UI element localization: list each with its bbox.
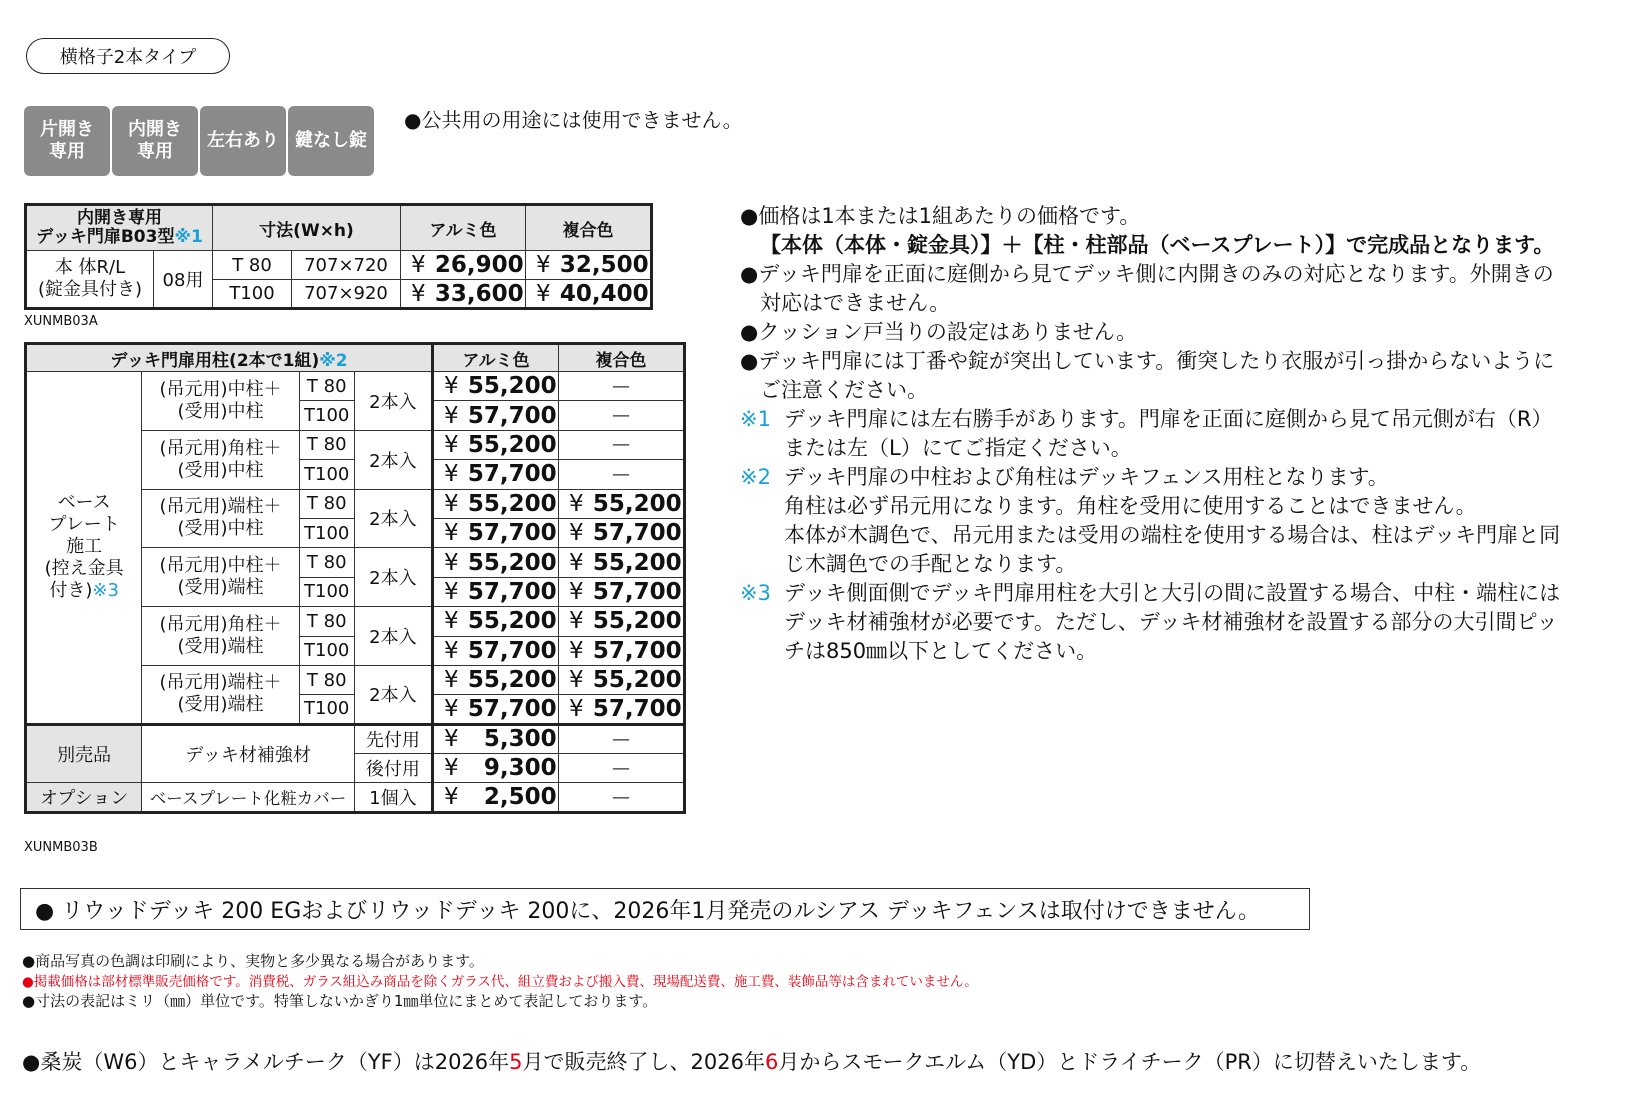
dash-cell: — [559, 754, 685, 783]
post-combination-line1: (吊元用)中柱＋ [159, 555, 282, 577]
body-price-table [24, 203, 653, 310]
note-2-cont: 角柱は必ず吊元用になります。角柱を受用に使用することはできません。 [784, 494, 1477, 518]
price-cell [433, 607, 559, 636]
post-combination-line1: (吊元用)角柱＋ [159, 614, 282, 636]
base-plate-label-line: ベース [57, 492, 111, 514]
yen-symbol: ¥ [411, 252, 426, 278]
model-cell: 08用 [154, 251, 213, 309]
note-mark-3: ※3 [92, 580, 119, 602]
yen-symbol: ¥ [444, 431, 459, 458]
price-value: 26,900 [434, 252, 524, 278]
dash-cell: — [559, 724, 685, 753]
post-combination [142, 489, 299, 548]
price-cell [433, 372, 559, 401]
note-1 [740, 405, 1620, 434]
quantity-cell: 2本入 [354, 430, 432, 489]
thickness-cell: T 80 [299, 430, 354, 459]
post-combination-line1: (吊元用)中柱＋ [159, 378, 282, 400]
dash-cell: — [559, 430, 685, 459]
separate-item: デッキ材補強材 [142, 724, 355, 783]
yen-symbol: ¥ [444, 755, 459, 782]
dash-cell: — [559, 783, 685, 812]
quantity-cell: 2本入 [354, 489, 432, 548]
notes-block [740, 202, 1620, 666]
mount-type: 後付用 [354, 754, 432, 783]
base-plate-label-line: 施工 [66, 536, 103, 558]
note-text: デッキ側面側でデッキ門扉用柱を大引と大引の間に設置する場合、中柱・端柱には [784, 581, 1561, 605]
post-combination-line2: (受用)端柱 [177, 636, 264, 658]
price-value: 57,700 [467, 695, 557, 722]
option-item: ベースプレート化粧カバー [142, 783, 355, 812]
note-inward-only-cont: 対応はできません。 [760, 291, 951, 315]
base-plate-label-text: 付き) [49, 580, 93, 602]
price-cell [526, 280, 652, 309]
price-cell [433, 754, 559, 783]
thickness-cell: T100 [299, 518, 354, 547]
dash-cell: — [559, 372, 685, 401]
yen-symbol: ¥ [536, 280, 551, 307]
price-cell [401, 251, 526, 280]
quantity-cell: 2本入 [354, 548, 432, 607]
yen-symbol: ¥ [569, 490, 584, 517]
yen-symbol: ¥ [569, 578, 584, 605]
note-mark-1: ※1 [174, 227, 203, 247]
note-mark-2: ※2 [319, 350, 348, 371]
price-value: 55,200 [467, 667, 557, 694]
color-change-text: ●桑炭（W6）とキャラメルチーク（YF）は2026年 [22, 1050, 510, 1074]
thickness-cell: T 80 [299, 665, 354, 694]
price-value: 55,200 [592, 490, 682, 517]
base-plate-label [26, 372, 142, 725]
note-mark: ※3 [740, 581, 771, 605]
price-value: 57,700 [467, 637, 557, 664]
price-cell [433, 636, 559, 665]
separate-label: 別売品 [26, 724, 142, 783]
price-cell [559, 636, 685, 665]
price-cell [433, 548, 559, 577]
price-value: 57,700 [467, 578, 557, 605]
yen-symbol: ¥ [444, 490, 459, 517]
badge-no-key-lock: 鍵なし錠 [288, 106, 374, 176]
month-end: 5 [509, 1050, 523, 1074]
yen-symbol: ¥ [444, 402, 459, 429]
yen-symbol: ¥ [444, 667, 459, 694]
post-combination-line2: (受用)端柱 [177, 694, 264, 716]
price-value: 55,200 [592, 549, 682, 576]
price-value: 57,700 [592, 637, 682, 664]
price-cell [433, 695, 559, 724]
footer-color-note: ●商品写真の色調は印刷により、実物と多少異なる場合があります。 [22, 952, 484, 970]
price-value: 55,200 [467, 373, 557, 400]
post-combination [142, 548, 299, 607]
public-use-note: ●公共用の用途には使用できません。 [404, 108, 743, 132]
thickness-cell: T 80 [299, 372, 354, 401]
price-value: 55,200 [467, 431, 557, 458]
note-cushion: ●クッション戸当りの設定はありません。 [740, 320, 1138, 344]
note-protrusion-cont: ご注意ください。 [760, 378, 928, 402]
note-2-cont: じ木調色での手配となります。 [784, 552, 1077, 576]
body-label [26, 251, 154, 309]
yen-symbol: ¥ [444, 726, 459, 753]
base-plate-label-line [27, 580, 141, 602]
price-cell [559, 607, 685, 636]
note-2 [740, 463, 1620, 492]
color-change-text: 月で販売終了し、2026年 [522, 1050, 765, 1074]
table-cell: 707×720 [292, 251, 401, 280]
base-plate-label-line: (控え金具 [44, 558, 124, 580]
yen-symbol: ¥ [569, 637, 584, 664]
body-label-line2: (錠金具付き) [37, 279, 143, 300]
price-value: 32,500 [559, 252, 649, 278]
fukugo-header: 複合色 [526, 205, 652, 251]
thickness-cell: T 80 [299, 548, 354, 577]
price-value: 5,300 [483, 726, 557, 753]
price-cell [559, 665, 685, 694]
option-label: オプション [26, 783, 142, 812]
note-text: デッキ門扉の中柱および角柱はデッキフェンス用柱となります。 [784, 465, 1389, 489]
price-cell [433, 430, 559, 459]
quantity-cell: 2本入 [354, 607, 432, 666]
price-cell [433, 489, 559, 518]
yen-symbol: ¥ [569, 667, 584, 694]
body-label-line1: 本 体R/L [54, 257, 126, 278]
yen-symbol: ¥ [569, 520, 584, 547]
footer-price-note: ●掲載価格は部材標準販売価格です。消費税、ガラス組込み商品を除くガラス代、組立費および搬入費、現場配送費、施工費、装飾品等は含まれていません。 [22, 974, 978, 990]
price-value: 55,200 [592, 667, 682, 694]
post-combination-line2: (受用)中柱 [177, 518, 264, 540]
dash-cell: — [559, 460, 685, 489]
post-combination-line2: (受用)端柱 [177, 577, 264, 599]
quantity-cell: 2本入 [354, 372, 432, 431]
price-cell [433, 665, 559, 694]
note-complete-set: 【本体（本体・錠金具）】＋【柱・柱部品（ベースプレート）】で完成品となります。 [760, 233, 1555, 257]
dash-cell: — [559, 401, 685, 430]
body-header [26, 205, 213, 251]
price-value: 57,700 [467, 520, 557, 547]
note-2-cont: 本体が木調色で、吊元用または受用の端柱を使用する場合は、柱はデッキ門扉と同 [784, 523, 1561, 547]
price-value: 33,600 [434, 280, 524, 307]
yen-symbol: ¥ [444, 461, 459, 488]
base-plate-label-line: プレート [48, 514, 120, 536]
price-cell [559, 548, 685, 577]
table-cell: T 80 [213, 251, 292, 280]
yen-symbol: ¥ [444, 637, 459, 664]
month-start: 6 [765, 1050, 779, 1074]
mount-type: 先付用 [354, 724, 432, 753]
post-combination-line2: (受用)中柱 [177, 459, 264, 481]
yen-symbol: ¥ [444, 549, 459, 576]
type-label: 横格子2本タイプ [26, 38, 230, 74]
note-3 [740, 579, 1620, 608]
body-header-line2: デッキ門扉B03型 [36, 227, 175, 247]
thickness-cell: T100 [299, 695, 354, 724]
note-1-cont: または左（L）にてご指定ください。 [784, 436, 1132, 460]
badge-inward-only: 内開き 専用 [112, 106, 198, 176]
yen-symbol: ¥ [444, 695, 459, 722]
color-change-text: 月からスモークエルム（YD）とドライチーク（PR）に切替えいたします。 [778, 1050, 1482, 1074]
price-cell [433, 518, 559, 547]
price-value: 55,200 [467, 549, 557, 576]
price-value: 9,300 [483, 755, 557, 782]
product-code-b: XUNMB03B [24, 840, 98, 855]
yen-symbol: ¥ [411, 280, 426, 307]
post-header [26, 344, 433, 372]
badge-single-swing: 片開き 専用 [24, 106, 110, 176]
price-value: 40,400 [559, 280, 649, 307]
post-combination-line1: (吊元用)角柱＋ [159, 437, 282, 459]
price-cell [433, 577, 559, 606]
yen-symbol: ¥ [444, 520, 459, 547]
table-cell: T100 [213, 280, 292, 309]
alumi-header: アルミ色 [401, 205, 526, 251]
thickness-cell: T100 [299, 636, 354, 665]
price-cell [433, 783, 559, 812]
quantity-cell: 2本入 [354, 665, 432, 724]
post-combination-line2: (受用)中柱 [177, 400, 264, 422]
body-header-line1: 内開き専用 [77, 208, 162, 228]
post-price-table [24, 342, 686, 814]
thickness-cell: T100 [299, 577, 354, 606]
alumi-header: アルミ色 [433, 344, 559, 372]
price-value: 2,500 [483, 784, 557, 811]
thickness-cell: T 80 [299, 489, 354, 518]
price-value: 55,200 [592, 608, 682, 635]
thickness-cell: T100 [299, 401, 354, 430]
yen-symbol: ¥ [569, 608, 584, 635]
price-cell [559, 695, 685, 724]
price-cell [526, 251, 652, 280]
post-combination-line1: (吊元用)端柱＋ [159, 672, 282, 694]
note-3-cont: デッキ材補強材が必要です。ただし、デッキ材補強材を設置する部分の大引間ピッ [784, 610, 1558, 634]
yen-symbol: ¥ [569, 695, 584, 722]
price-cell [433, 724, 559, 753]
post-combination [142, 607, 299, 666]
price-value: 55,200 [467, 490, 557, 517]
price-cell [559, 518, 685, 547]
note-3-cont: チは850㎜以下としてください。 [784, 639, 1098, 663]
price-value: 57,700 [592, 578, 682, 605]
price-value: 57,700 [592, 520, 682, 547]
yen-symbol: ¥ [569, 549, 584, 576]
note-mark: ※1 [740, 407, 771, 431]
note-inward-only: ●デッキ門扉を正面に庭側から見てデッキ側に内開きのみの対応となります。外開きの [740, 262, 1554, 286]
post-combination [142, 430, 299, 489]
note-text: デッキ門扉には左右勝手があります。門扉を正面に庭側から見て吊元側が右（R） [784, 407, 1553, 431]
price-value: 57,700 [467, 402, 557, 429]
fukugo-header: 複合色 [559, 344, 685, 372]
price-value: 55,200 [467, 608, 557, 635]
price-cell [433, 460, 559, 489]
size-header: 寸法(W×h) [213, 205, 401, 251]
price-cell [559, 489, 685, 518]
note-price-unit: ●価格は1本または1組あたりの価格です。 [740, 204, 1141, 228]
post-header-label: デッキ門扉用柱(2本で1組) [110, 350, 320, 371]
price-cell [433, 401, 559, 430]
yen-symbol: ¥ [444, 608, 459, 635]
product-code-a: XUNMB03A [24, 314, 98, 329]
option-quantity: 1個入 [354, 783, 432, 812]
yen-symbol: ¥ [444, 784, 459, 811]
yen-symbol: ¥ [536, 252, 551, 278]
color-change-note [22, 1046, 1481, 1076]
post-combination [142, 665, 299, 724]
price-value: 57,700 [592, 695, 682, 722]
badge-left-right: 左右あり [200, 106, 286, 176]
yen-symbol: ¥ [444, 373, 459, 400]
footer-unit-note: ●寸法の表記はミリ（㎜）単位です。特筆しないかぎり1㎜単位にまとめて表記しております。 [22, 992, 658, 1010]
thickness-cell: T 80 [299, 607, 354, 636]
price-cell [559, 577, 685, 606]
post-combination [142, 372, 299, 431]
note-protrusion: ●デッキ門扉には丁番や錠が突出しています。衝突したり衣服が引っ掛からないように [740, 349, 1555, 373]
compatibility-note: ● リウッドデッキ 200 EGおよびリウッドデッキ 200に、2026年1月発売のルシアス デッキフェンスは取付けできません。 [20, 888, 1310, 930]
price-value: 57,700 [467, 461, 557, 488]
yen-symbol: ¥ [444, 578, 459, 605]
post-combination-line1: (吊元用)端柱＋ [159, 496, 282, 518]
price-cell [401, 280, 526, 309]
table-cell: 707×920 [292, 280, 401, 309]
thickness-cell: T100 [299, 460, 354, 489]
note-mark: ※2 [740, 465, 771, 489]
